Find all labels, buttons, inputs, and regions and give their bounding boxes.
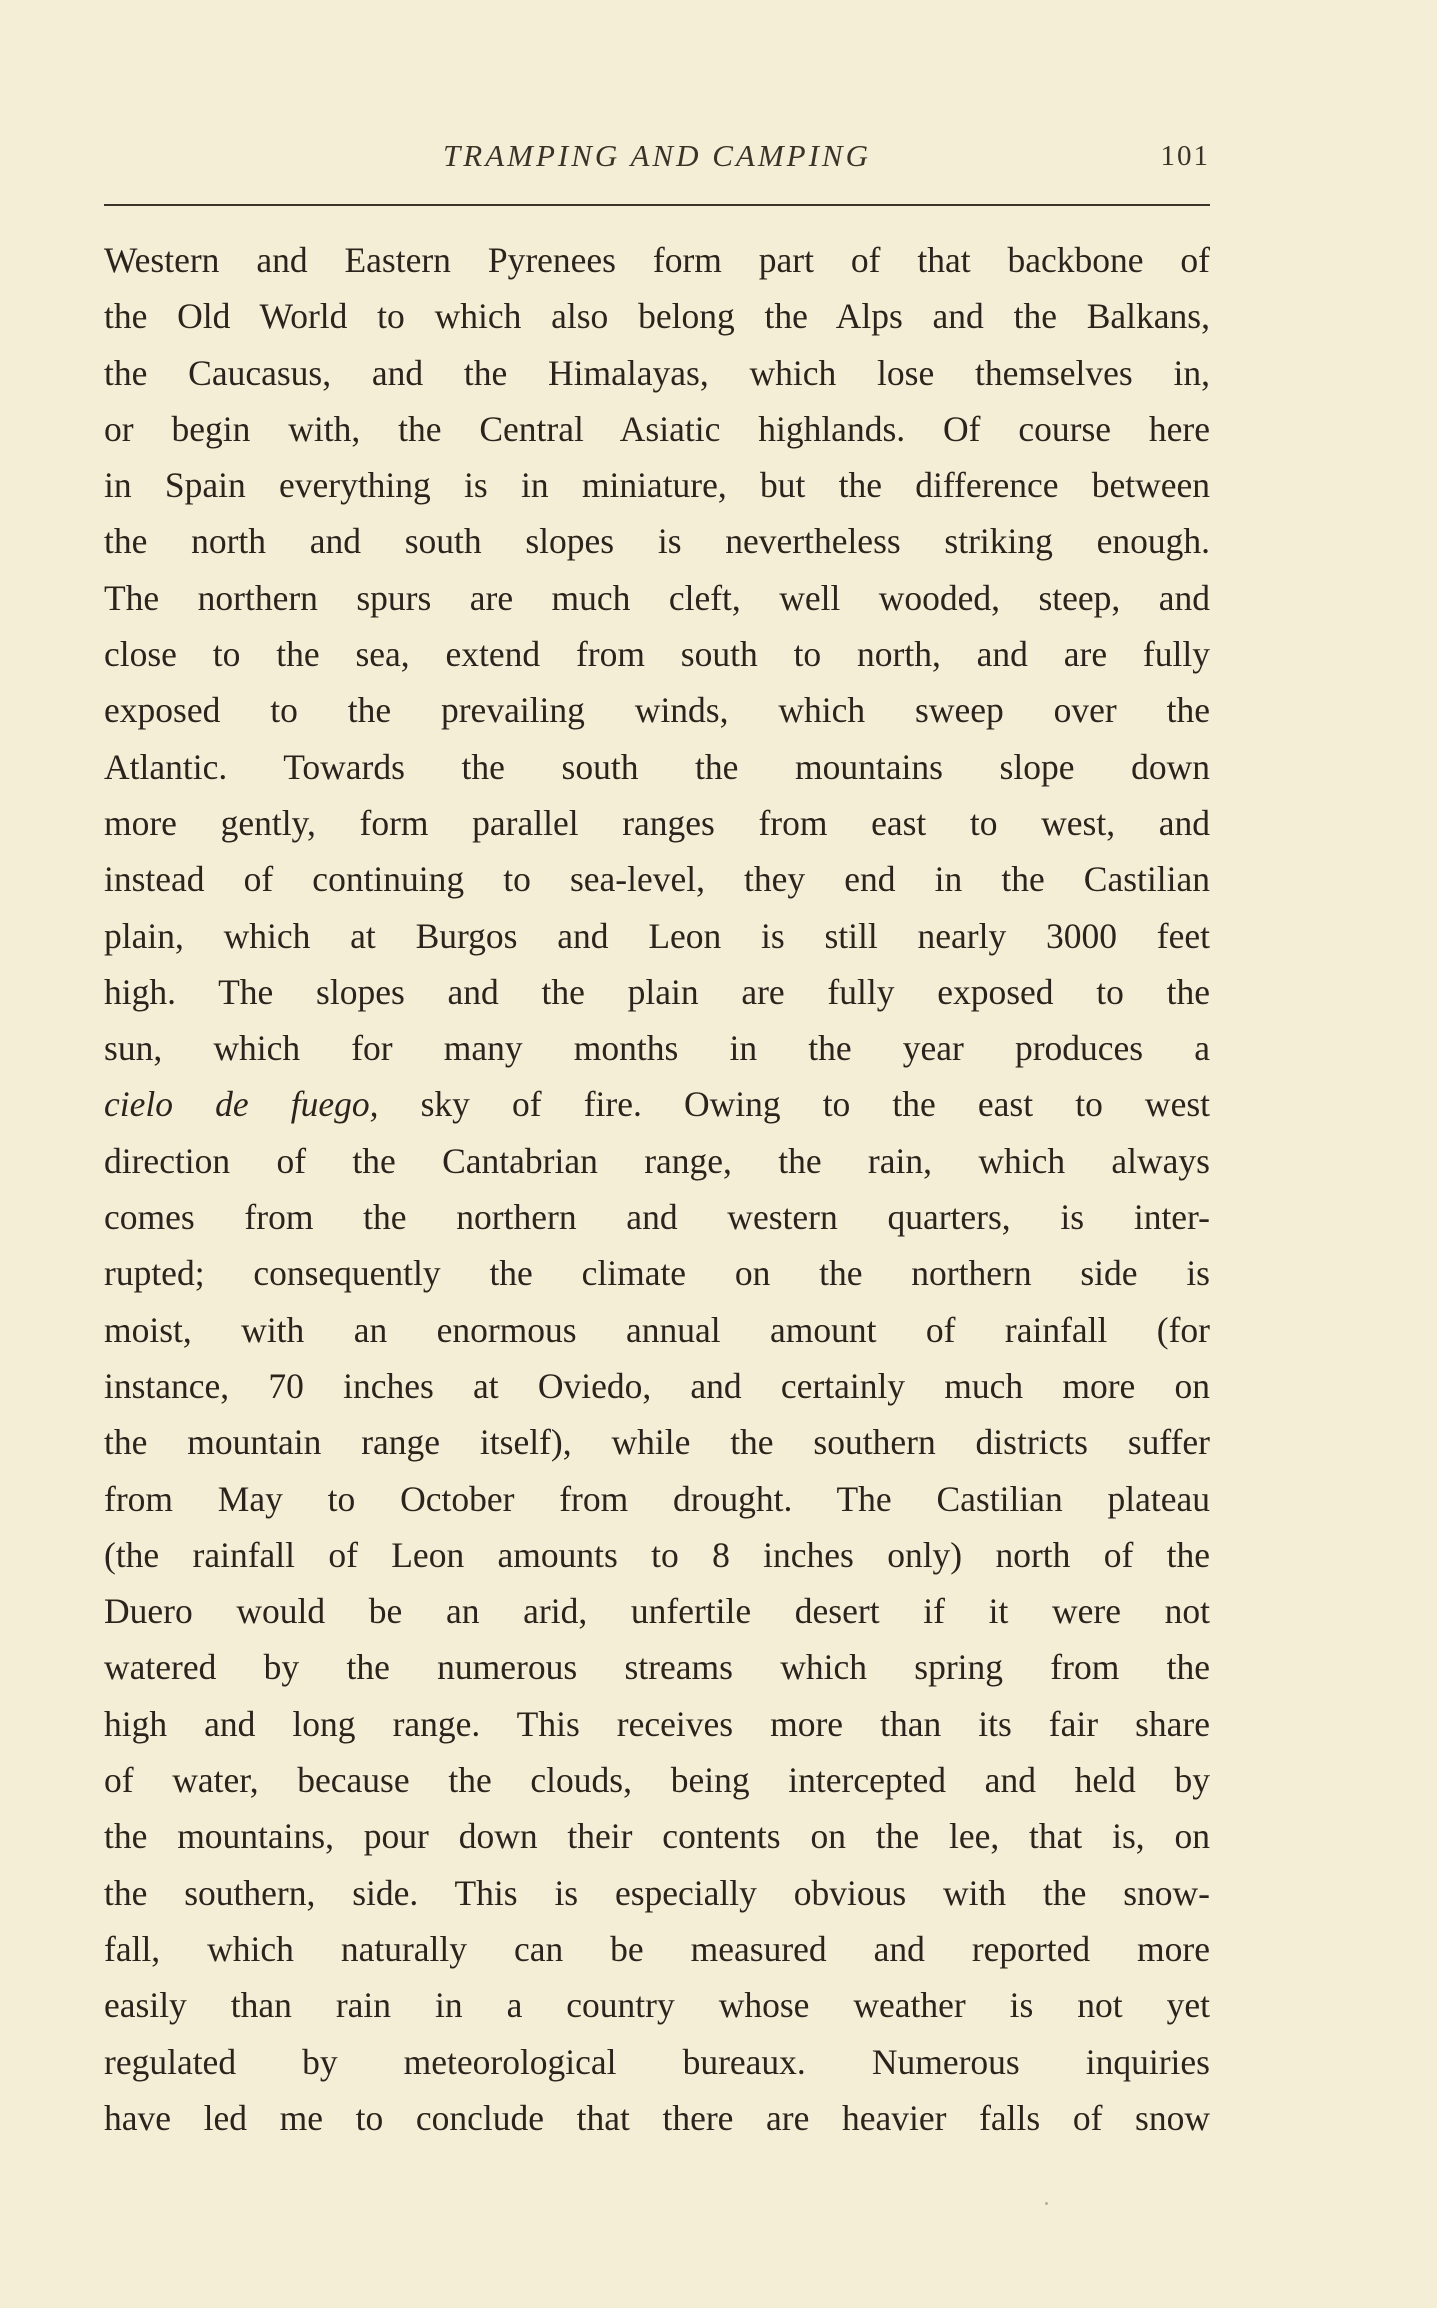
- text-line-with-italic: [104, 1076, 1210, 1132]
- running-title: TRAMPING AND CAMPING: [443, 138, 871, 173]
- text-line: regulated by meteorological bureaux. Numerous inquiries: [104, 2041, 1210, 2082]
- text-line: comes from the northern and western quarters, is inter-: [104, 1197, 1210, 1238]
- header-rule: [104, 204, 1210, 206]
- text-line: plain, which at Burgos and Leon is still nearly 3000 feet: [104, 915, 1210, 956]
- text-line: the mountain range itself), while the southern districts suffer: [104, 1422, 1210, 1463]
- text-line: direction of the Cantabrian range, the rain, which always: [104, 1140, 1210, 1181]
- text-line: exposed to the prevailing winds, which sweep over the: [104, 690, 1210, 731]
- text-line: The northern spurs are much cleft, well wooded, steep, and: [104, 577, 1210, 618]
- text-line: sun, which for many months in the year produces a: [104, 1028, 1210, 1069]
- text-line: the north and south slopes is nevertheless striking enough.: [104, 521, 1210, 562]
- text-line: instead of continuing to sea-level, they end in the Castilian: [104, 859, 1210, 900]
- text-line: moist, with an enormous annual amount of rainfall (for: [104, 1309, 1210, 1350]
- body-text: [104, 232, 1210, 2146]
- text-line: (the rainfall of Leon amounts to 8 inches only) north of the: [104, 1534, 1210, 1575]
- text-line: rupted; consequently the climate on the northern side is: [104, 1253, 1210, 1294]
- text-line: the Caucasus, and the Himalayas, which lose themselves in,: [104, 352, 1210, 393]
- text-line: have led me to conclude that there are heavier falls of snow: [104, 2097, 1210, 2138]
- text-line: close to the sea, extend from south to north, and are fully: [104, 634, 1210, 675]
- text-line: the mountains, pour down their contents on the lee, that is, on: [104, 1816, 1210, 1857]
- text-line: from May to October from drought. The Castilian plateau: [104, 1478, 1210, 1519]
- italic-phrase: cielo de fuego,: [104, 1084, 379, 1125]
- text-line: high and long range. This receives more than its fair share: [104, 1703, 1210, 1744]
- text-line: watered by the numerous streams which spring from the: [104, 1647, 1210, 1688]
- text-line: Duero would be an arid, unfertile desert if it were not: [104, 1591, 1210, 1632]
- paper-speck: [1045, 2202, 1048, 2205]
- text-line: fall, which naturally can be measured and reported more: [104, 1928, 1210, 1969]
- running-head: [104, 132, 1210, 180]
- text-line: more gently, form parallel ranges from east to west, and: [104, 802, 1210, 843]
- text-line-remainder: sky of fire. Owing to the east to west: [420, 1084, 1211, 1125]
- text-line: the southern, side. This is especially obvious with the snow-: [104, 1872, 1210, 1913]
- text-line: Western and Eastern Pyrenees form part of that backbone of: [104, 240, 1210, 280]
- text-line: instance, 70 inches at Oviedo, and certainly much more on: [104, 1365, 1210, 1406]
- text-line: of water, because the clouds, being intercepted and held by: [104, 1760, 1210, 1801]
- page-number: 101: [1160, 140, 1210, 172]
- text-line: easily than rain in a country whose weather is not yet: [104, 1985, 1210, 2026]
- text-line: high. The slopes and the plain are fully exposed to the: [104, 971, 1210, 1012]
- text-line: or begin with, the Central Asiatic highlands. Of course here: [104, 408, 1210, 449]
- text-line: the Old World to which also belong the Alps and the Balkans,: [104, 296, 1210, 337]
- text-line: Atlantic. Towards the south the mountains slope down: [104, 746, 1210, 787]
- text-line: in Spain everything is in miniature, but the difference between: [104, 465, 1210, 506]
